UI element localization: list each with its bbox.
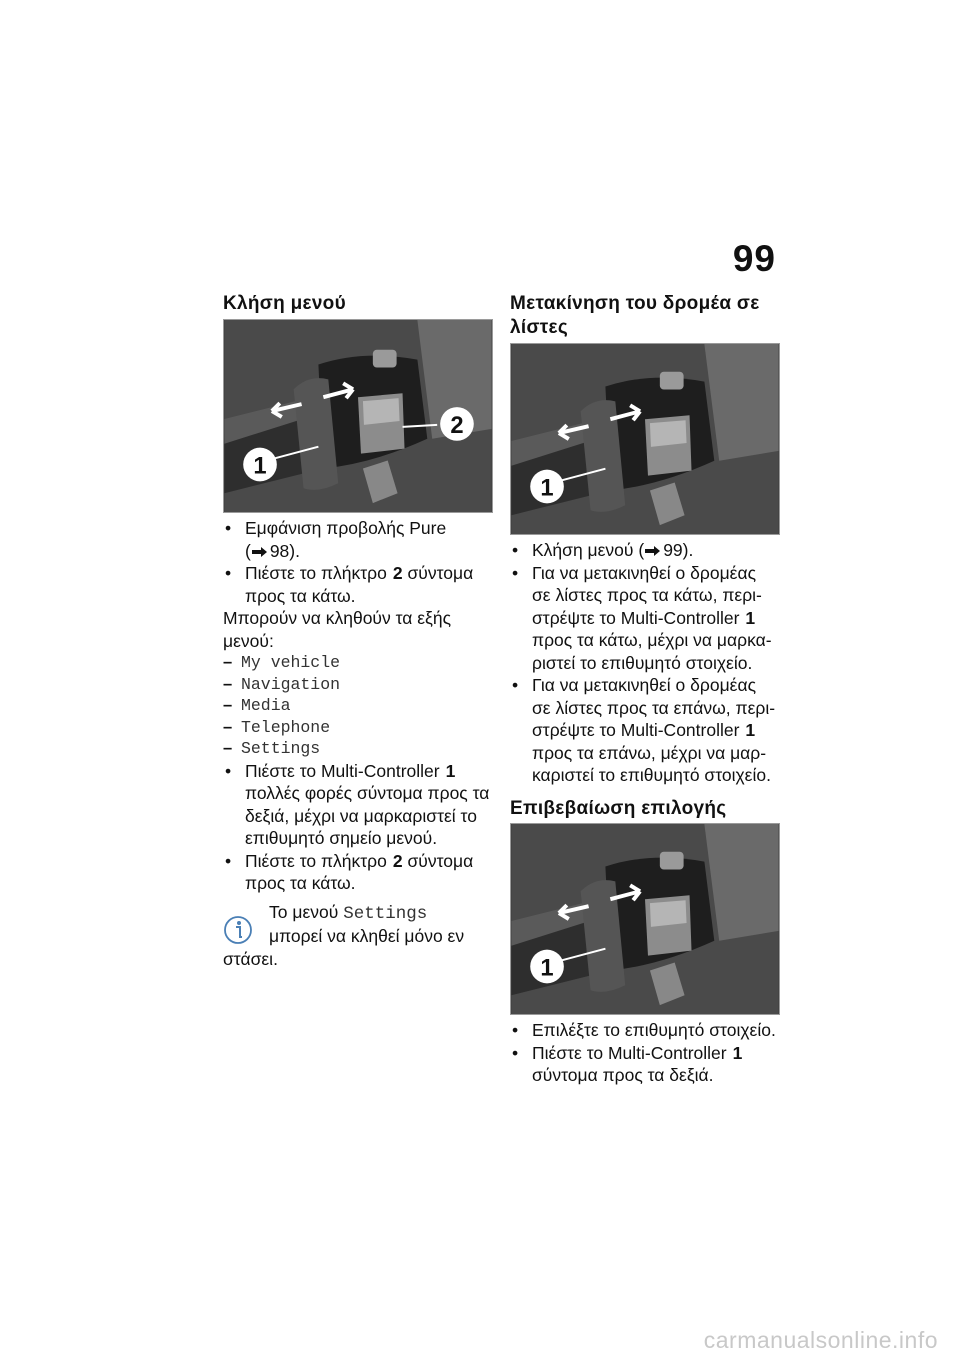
page-ref-arrow-icon [252, 547, 267, 557]
list-item: • Κλήση μενού ( 99). [510, 539, 795, 562]
menu-list-item: – Media [223, 695, 503, 717]
section-heading-confirm: Επιβεβαίωση επιλογής [510, 798, 727, 819]
key-ref-1: 1 [732, 1042, 743, 1063]
list-item: • Πιέστε το πλήκτρο 2 σύντομα προς τα κάτω. [223, 562, 503, 607]
handlebar-illustration [511, 344, 779, 534]
figure-handlebar-controls-2 [510, 343, 780, 535]
left-body [223, 517, 503, 970]
key-ref-1: 1 [745, 607, 756, 628]
watermark: carmanualsonline.info [703, 1327, 938, 1353]
info-note: Το μενού Settings μπορεί να κληθεί μόνο εν στάσει. [223, 901, 465, 969]
callout-1-label: 1 [253, 452, 267, 480]
list-item: • Πιέστε το Multi-Controller 1 πολλές φορές σύντομα προς τα δεξιά, μέχρι να μαρκαριστεί το επιθυμητό σημείο μενού. [223, 760, 503, 850]
right-body-1 [510, 539, 795, 787]
menu-list-item: – Settings [223, 738, 503, 760]
handlebar-illustration [511, 824, 779, 1014]
key-ref-1: 1 [745, 720, 756, 740]
right-body-2 [510, 1019, 795, 1087]
page-ref-arrow-icon [645, 546, 660, 556]
callout-1-label: 1 [540, 954, 554, 982]
callout-1-label: 1 [540, 474, 554, 502]
key-ref-1: 1 [445, 760, 456, 781]
callout-2-label: 2 [450, 411, 464, 439]
list-item: • Για να μετακινηθεί ο δρομέας σε λίστες προς τα επάνω, περι- στρέψτε το Multi-Controller 1 προς τα επάνω, μέχρι να μαρ- καριστεί το επιθυμητό στοιχείο. [510, 674, 795, 787]
figure-handlebar-controls-1 [223, 319, 493, 513]
handlebar-illustration [224, 320, 492, 512]
info-icon [223, 915, 253, 945]
menu-list-item: – Navigation [223, 674, 503, 696]
menu-list [223, 652, 503, 760]
figure-handlebar-controls-3 [510, 823, 780, 1015]
key-ref-2: 2 [392, 850, 403, 871]
list-item: • Πιέστε το Multi-Controller 1 σύντομα προς τα δεξιά. [510, 1042, 795, 1087]
section-heading-menu-call: Κλήση μενού [223, 293, 346, 314]
paragraph: Μπορούν να κληθούν τα εξής μενού: [223, 608, 452, 651]
list-item: • Πιέστε το πλήκτρο 2 σύντομα προς τα κάτω. [223, 850, 503, 895]
section-heading-cursor-move: Μετακίνηση του δρομέα σε λίστες [510, 293, 760, 338]
page-number: 99 [732, 238, 776, 279]
list-item: • Για να μετακινηθεί ο δρομέας σε λίστες προς τα κάτω, περι- στρέψτε το Multi-Controller 1 προς τα κάτω, μέχρι να μαρκα- ριστεί το επιθυμητό στοιχείο. [510, 562, 795, 675]
menu-list-item: – My vehicle [223, 652, 503, 674]
list-item: • Επιλέξτε το επιθυμητό στοιχείο. [510, 1019, 795, 1042]
key-ref-2: 2 [392, 563, 403, 583]
list-item: • Εμφάνιση προβολής Pure ( 98). [223, 517, 503, 562]
menu-list-item: – Telephone [223, 717, 503, 739]
